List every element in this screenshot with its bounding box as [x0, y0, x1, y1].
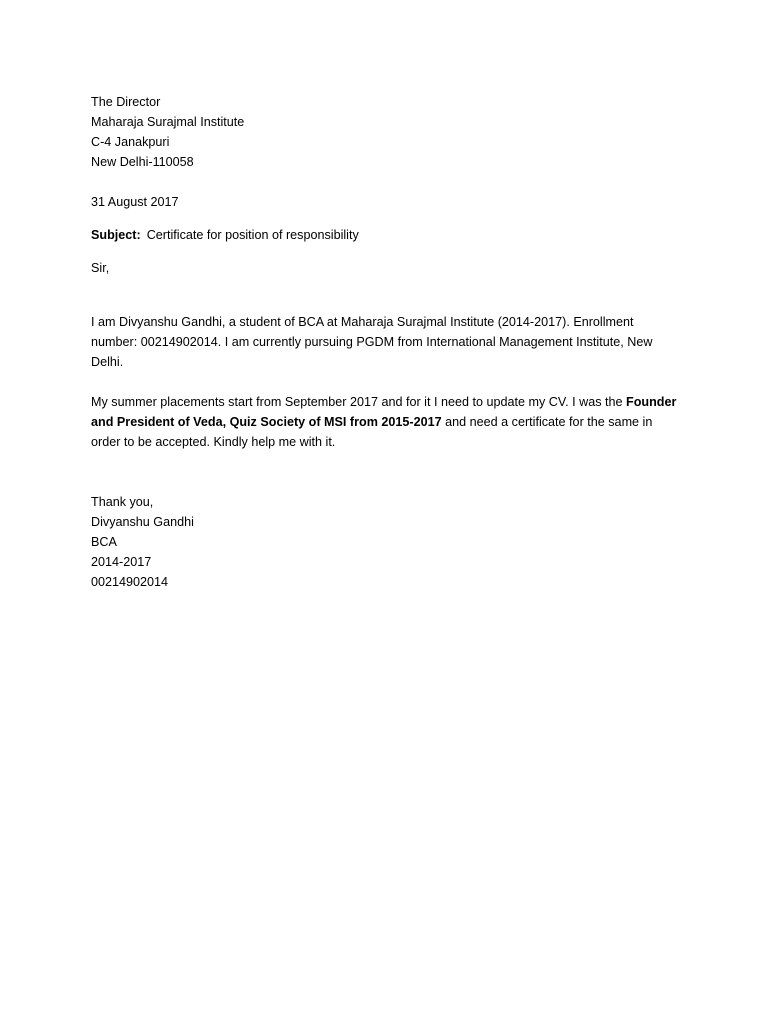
subject-text: Certificate for position of responsibility: [146, 228, 359, 242]
salutation: Sir,: [91, 261, 110, 275]
body-paragraph-2: [91, 392, 681, 452]
subject-line: [91, 225, 681, 245]
sender-course: BCA: [91, 535, 117, 549]
recipient-title: The Director: [91, 95, 161, 109]
closing-thanks: Thank you,: [91, 495, 154, 509]
recipient-address: [91, 92, 681, 172]
sender-years: 2014-2017: [91, 555, 152, 569]
sender-enrollment: 00214902014: [91, 575, 169, 589]
paragraph-2-highlight: Founder and President of Veda, Quiz Society of MSI from 2015-2017: [91, 395, 677, 429]
recipient-institute: Maharaja Surajmal Institute: [91, 115, 245, 129]
paragraph-2-end: and need a certificate for the same in order to be accepted. Kindly help me with it.: [91, 415, 653, 449]
body-paragraph-1: I am Divyanshu Gandhi, a student of BCA at Maharaja Surajmal Institute (2014-2017). Enrollment number: 00214902014. I am currently pursuing PGDM from International Management Institute, New Delhi.: [91, 315, 653, 369]
paragraph-2-start: My summer placements start from September 2017 and for it I need to update my CV. I was the: [91, 395, 627, 409]
letter-date: 31 August 2017: [91, 195, 179, 209]
recipient-city: New Delhi-110058: [91, 155, 194, 169]
subject-label: Subject:: [91, 228, 141, 242]
recipient-street: C-4 Janakpuri: [91, 135, 170, 149]
letter-body: [91, 92, 681, 592]
signature-block: [91, 492, 681, 592]
sender-name: Divyanshu Gandhi: [91, 515, 194, 529]
